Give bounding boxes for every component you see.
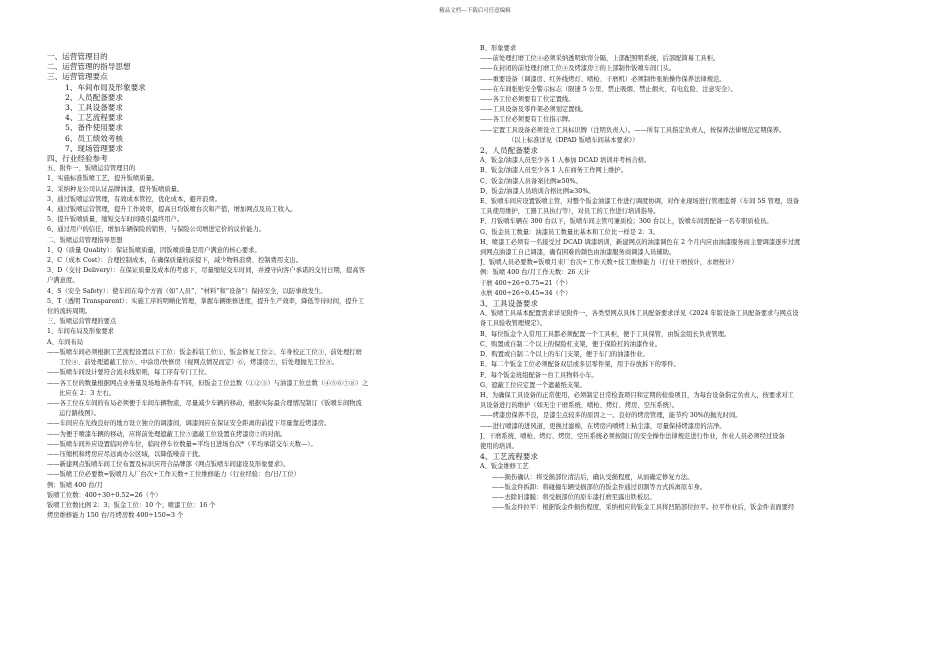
- right-column-line: ——前处理打磨工位④必须采纳透明软帘分隔，上部配照明系统，后部配简易工具柜。: [480, 55, 720, 63]
- left-column-line: 4、工艺流程要求: [65, 113, 123, 123]
- left-column-line: 运行路线图》。: [59, 410, 100, 418]
- left-column-line: 4、通过钣喷运营管理，提升工作效率，提高日均钣喷台次和产值，增加网点及员工收入。: [47, 206, 297, 214]
- right-column-line: ——烤漆房保养不良，是漆尘点较多的原因之一。良好的烤房管理，能节约 30%的抛光时间。: [480, 412, 742, 420]
- right-column-line: A、钣金/油漆人员至少各 1 人参加 DCAD 培训并考核合格。: [480, 157, 651, 165]
- left-column-line: ——压缩机和烤房应尽远离办公区域，以降低噪音干扰。: [47, 450, 205, 458]
- header-note: 精品文档---下载后可任意编辑: [439, 8, 511, 14]
- left-column-line: ——各工位在车间的布局必须便于车间车辆物流，尽量减少车辆的移动，根据实际最合理情况制订《钣喷车间物流: [47, 399, 362, 407]
- left-column-line: 3、D（交付 Delivery）：在保证质量及成本的考虑下，尽量缩短交车时间，并遵守向客户承诺的交付日期，提高客: [47, 267, 365, 275]
- right-column-line: ——各工位必须要有工位指示牌。: [480, 116, 575, 124]
- left-column-line: ——钣喷车间必须根据工艺流程设置以下工位：钣金拆装工位①，钣金修复工位②、车身校正工位③、前处理打磨: [47, 348, 362, 356]
- left-column-line: ——钣喷工位必要数=钣喷月入厂台次÷工作天数÷工位维修能力（行业经验：台/日/工位）: [47, 471, 301, 479]
- right-column-line: G、遮蔽工位应定置一个遮蔽纸支架。: [480, 381, 586, 389]
- left-column-line: 位的流转周期。: [47, 308, 92, 316]
- right-column-line: ——各工位必须要有工位定置线。: [480, 96, 575, 104]
- right-column-line: H、为确保工具设备的正常使用，必须制定日常检查项目和定期的检验项目，为每台设备指定负责人，按要求对工: [480, 391, 795, 399]
- right-column-line: C、购置或自制二个以上的保险杠支架，便于保险杠的油漆作业。: [480, 340, 662, 348]
- left-column-line: 1、Q（质量 Quality）：保证钣喷质量，因钣喷质量是用户满意的核心要求。: [47, 246, 261, 254]
- left-column-line: 五、附件一、钣喷运营管理目的: [47, 165, 136, 173]
- right-column-line: 4、工艺流程要求: [480, 452, 538, 462]
- right-column-line: E、钣喷车间应设置钣喷主管，对整个钣金油漆工作进行调度协调，对作业现场进行管理监督（车间 5S 管理，设备: [480, 198, 800, 206]
- left-column-line: 钣喷工位数比例 2：3；钣金工位：10 个；喷漆工位：16 个: [47, 501, 216, 509]
- left-column-line: 1、车间布局及形象要求: [47, 328, 114, 336]
- right-column-line: 具设备进行的维护（如无尘干磨系统、喷枪、烤灯、烤房、空压系统）。: [480, 402, 679, 410]
- right-column-line: ——在车间张贴安全警示标志（限速 5 公里、禁止吸烟、禁止烟火、有电危险、注意安全）。: [480, 85, 737, 93]
- left-column-line: 烤房维修能力 150 台/月烤房数 400÷150≈3 个: [47, 512, 184, 520]
- right-column-line: ——钣金件拆卸：将碰撞车辆受损部位的钣金件通过切割等方式拆离原车身。: [492, 483, 707, 491]
- left-column-line: 二、钣喷运营管理指导思想: [47, 236, 123, 244]
- left-column: [47, 52, 467, 521]
- right-column-line: E、每二个钣金工位必须配备双层或多层零件架，用于存放拆下的零件。: [480, 361, 680, 369]
- right-column-line: 3、工具设备要求: [480, 299, 538, 309]
- left-column-line: 5、T（透明 Transparent）：实施工序的明晰化管理，掌握车辆维修进度，提升生产效率，降低等待时间，提升工: [47, 297, 365, 305]
- right-column-line: F、每个钣金班组配备一台工具物料小车。: [480, 371, 598, 379]
- right-column-line: ——工具设备及零件架必须划定置线。: [480, 106, 588, 114]
- right-column-line: ——在封闭的前处理打磨工位④及烤漆房⑦的上部制作钣喷车间门头。: [480, 65, 676, 73]
- right-column-line: ——去除旧漆膜：将受损部位的原车漆打磨至露出铁板层。: [492, 493, 656, 501]
- right-column-line: 水磨 400÷26÷0.45=34（个）: [480, 289, 572, 297]
- right-column-line: D、钣金/油漆人员培训合格比例≥30%。: [480, 187, 595, 195]
- right-column-line: J、干磨系统、喷枪、烤灯、烤房、空压系统必须按制订的安全操作法律规范进行作业，作业人员必须经过设备: [480, 432, 785, 440]
- right-column-line: 2、人员配备要求: [480, 146, 538, 156]
- right-column-line: （以上标准详见《DPAD 钣喷车间基本要求》）: [508, 136, 639, 144]
- left-column-line: 6、通过用户的信任，增加车辆保险的销售，与保险公司增进定价的议价能力。: [47, 226, 266, 234]
- right-column-line: 工具使用维护，工器工具执行等），对员工的工作进行培训指导。: [480, 208, 660, 216]
- right-column-line: 干磨 400÷26÷0.75=21（个）: [480, 279, 572, 287]
- left-column-line: 例：钣喷 400 台/月: [47, 481, 103, 489]
- right-column-line: ——重要设备（调漆房、红外线烤灯、喷枪、干磨机）必须制作张贴操作保养法律规范。: [480, 75, 726, 83]
- left-column-line: 1、车间布局及形象要求: [65, 82, 146, 92]
- right-column-line: A、钣喷工具基本配置需求详见附件一，各类型网点具体工具配备要求详见《2024 年版设备工具配备要求与网点设: [480, 310, 799, 318]
- right-column-line: 例：钣喷 400 台/月工作天数：26 天计: [480, 269, 591, 277]
- right-column-line: H、喷漆工必须有一名接受过 DCAD 调漆培训，新建网点的油漆调色在 2 个月内应由油漆服务商主要调漆逐步过渡: [480, 238, 801, 246]
- left-column-line: 户满意度。: [47, 277, 79, 285]
- right-column-line: C、钣金/油漆人员备案比例≥50%。: [480, 177, 582, 185]
- left-column-line: 7、现场管理要求: [65, 143, 123, 153]
- left-column-line: 4、S（安全 Safety）：使车间在每个方面（如“人员”、“材料”和“设备”）保持安全，以防事故发生。: [47, 287, 327, 295]
- right-column-line: B、每位钣金个人常用工具都必须配置一个工具柜，便于工具保管，由钣金组长负责管理。: [480, 330, 731, 338]
- left-column-line: ——各工位的数量根据网点业务量及场地条件有不同，但钣金工位总数（①②③）与油漆工位总数（④⑤⑥⑦⑧）之: [47, 379, 369, 387]
- left-column-line: 3、通过钣喷运营管理，有效成本管控，优化成本，避开浪费。: [47, 195, 222, 203]
- left-column-line: 三、运营管理要点: [47, 72, 108, 82]
- right-column-line: B、钣金/油漆人员至少各 1 人在商务工作网上维护。: [480, 167, 627, 175]
- right-column-line: ——钣金件拉平：根据钣金件损伤程度，采纳相应的钣金工具将凹陷部位拉平。拉平作业后，钣金件表面要经: [492, 504, 795, 512]
- left-column-line: 三、钣喷运营管理的要点: [47, 318, 117, 326]
- left-column-line: 一、运营管理目的: [47, 52, 108, 61]
- right-column-line: ——损伤确认：将受损部位清洁后，确认受损程度，从而确定修复方法。: [492, 473, 694, 481]
- left-column-line: 2、人员配备要求: [65, 92, 123, 102]
- left-column-line: 5、备件使用要求: [65, 123, 123, 133]
- right-column-line: 备工具验收管理规定》。: [480, 320, 547, 328]
- left-column-line: 6、员工绩效考核: [65, 133, 123, 143]
- left-column-line: ——为便于喷漆车辆的移动，应将前处理遮蔽工位⑤遮蔽工位设置在烤漆房⑦的对面。: [47, 430, 287, 438]
- right-column: [480, 44, 910, 513]
- left-column-line: 比应在 2：3 左右。: [59, 389, 116, 397]
- left-column-line: ——车间应在光线良好的地方设立独立的调漆间，调漆间应在保证安全距离的前提下尽量靠近烤漆房。: [47, 420, 331, 428]
- left-column-line: 工位④、前处理遮蔽工位⑤、中涂房/快修房（视网点情况而定）⑥，烤漆房⑦，后处理抛光工位⑧。: [59, 359, 339, 367]
- right-column-line: B、形象要求: [480, 45, 517, 52]
- right-column-line: 使用的培训。: [480, 442, 518, 450]
- left-column-line: 钣喷工位数：400÷30÷0.52=26（个）: [47, 491, 162, 499]
- left-column-line: 2、C（成本 Cost）：合理控制成本，在确保质量的前提下，减少物料浪费、控制费用支出。: [47, 257, 303, 265]
- left-column-line: 5、提升钣喷质量，缩短交车时间吸引最终用户。: [47, 216, 184, 224]
- right-column-line: 到网点油漆工自己调漆，确有困难的颜色由油漆服务商调漆人员辅助。: [480, 249, 676, 257]
- left-column-line: ——钣喷车间外应设置临时停车位，临时停车位数量=平均日进场台次*（平均承诺交车天数—）。: [47, 440, 317, 448]
- left-column-line: ——钣喷车间设计要符合流水线原则，每工序有专门工位。: [47, 369, 211, 377]
- right-column-line: A、钣金维修工艺: [480, 463, 529, 471]
- right-column-line: D、购置或自制二个以上的车门支架，便于车门的油漆作业。: [480, 351, 649, 359]
- left-column-line: 3、工具设备要求: [65, 103, 123, 113]
- left-column-line: ——新建网点钣喷车间工位布置及标识应符合品牌部《网点钣喷车间建设及形象要求》。: [47, 461, 290, 469]
- left-column-line: A、车间布局: [47, 338, 84, 346]
- left-column-line: 四、行业经验参考: [47, 154, 108, 164]
- right-column-line: ——定置工具设备必须设立工具标识牌（注明负责人）。——所有工具指定负责人，按保养法律规范定期保养。: [480, 126, 786, 134]
- left-column-line: 1、实施标准钣喷工艺，提升钣喷质量。: [47, 175, 159, 183]
- right-column-line: ——进行喷漆的进风道，更换过滤棉，在烤房内喷烤上粘尘漆，尽量保持烤漆房的洁净。: [480, 422, 726, 430]
- right-column-line: G、钣金员工数量：油漆员工数量比基本和工位比一样是 2：3。: [480, 228, 659, 236]
- left-column-line: 二、运营管理的指导思想: [47, 62, 131, 72]
- right-column-line: F、月钣喷车辆在 300 台以下，钣喷车间主管可兼质检；300 台以上，钣喷车间需配备一名专职质检员。: [480, 218, 773, 226]
- left-column-line: 2、采纳种龙公司认证品牌油漆，提升钣喷质量。: [47, 185, 184, 193]
- right-column-line: J、钣喷人员必要数=钣喷月来厂台次÷工作天数÷技工维修能力（行业干磨按计，水磨按计）: [480, 259, 738, 267]
